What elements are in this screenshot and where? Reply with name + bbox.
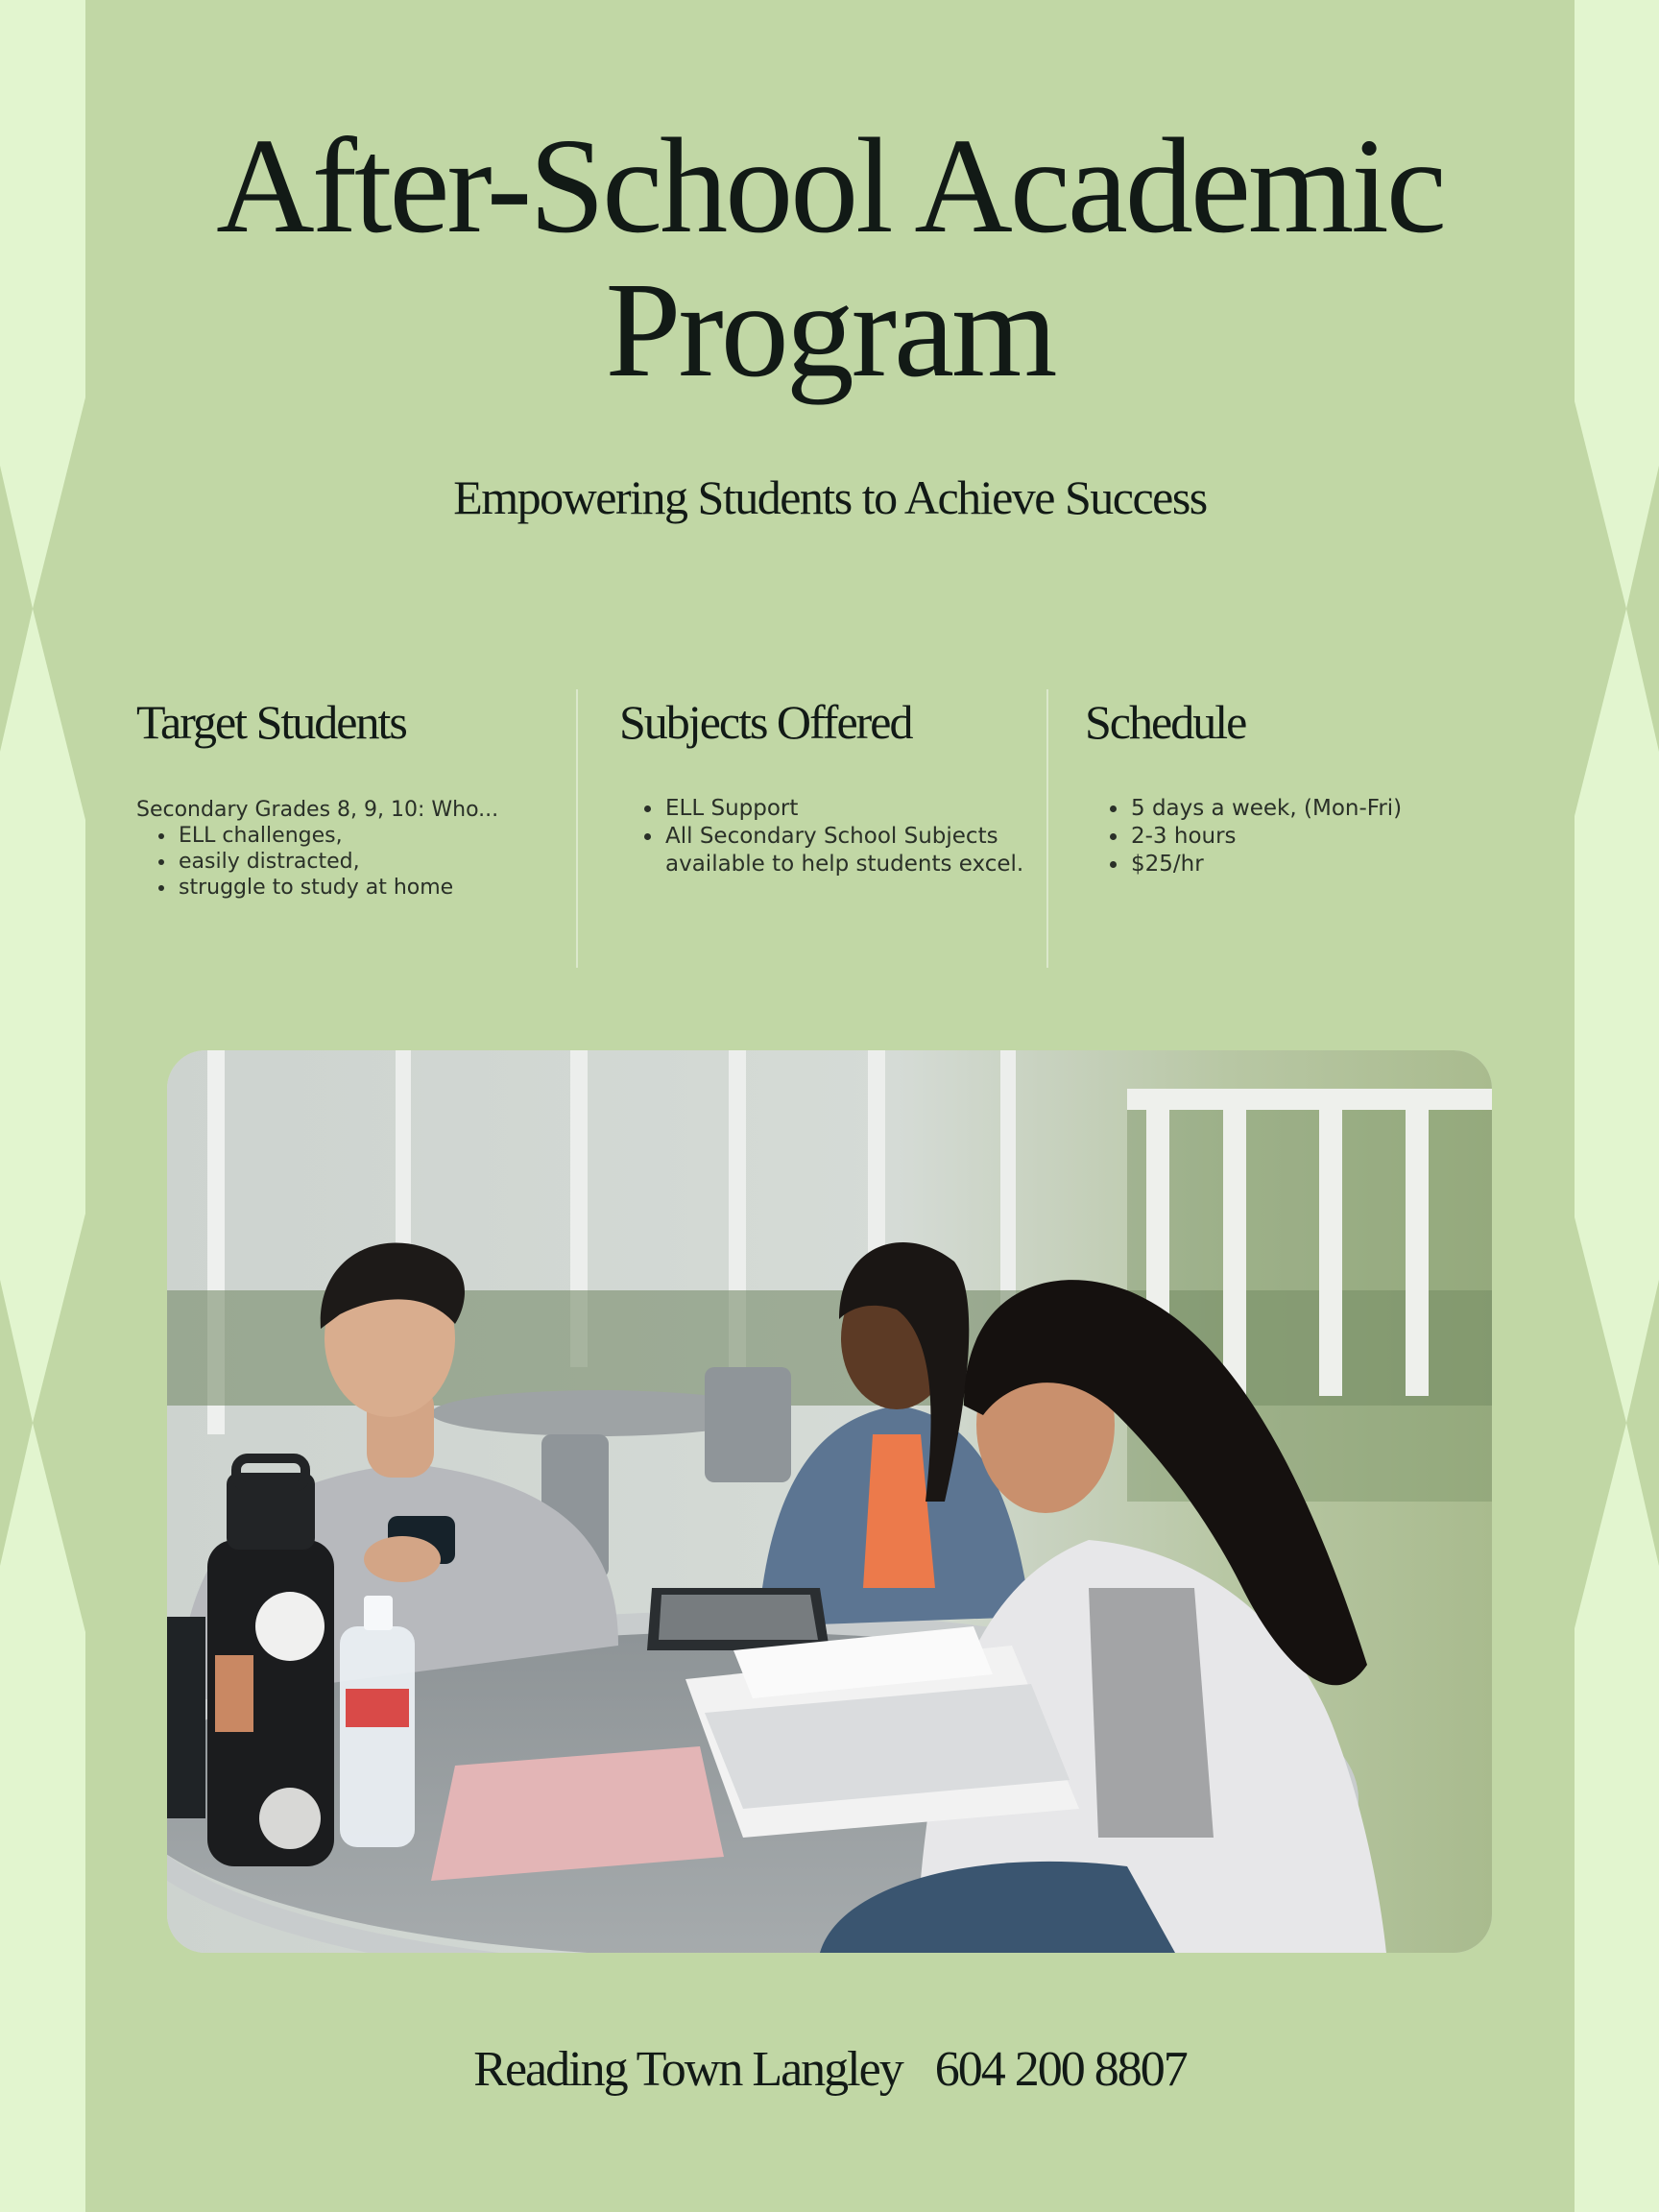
right-diamond-pattern xyxy=(1573,0,1659,2212)
list-item: • ELL challenges, xyxy=(177,823,540,849)
list-item: • ELL Support xyxy=(663,795,1042,823)
list-item: • struggle to study at home xyxy=(177,875,540,901)
column-divider xyxy=(1046,689,1048,968)
subjects-offered-section xyxy=(619,691,1042,878)
schedule-heading: Schedule xyxy=(1085,695,1246,749)
schedule-section xyxy=(1085,691,1507,878)
page-title xyxy=(85,109,1575,405)
target-students-heading: Target Students xyxy=(136,695,406,749)
target-students-list xyxy=(136,823,540,901)
list-item: • 5 days a week, (Mon-Fri) xyxy=(1129,795,1507,823)
target-students-intro: Secondary Grades 8, 9, 10: Who... xyxy=(136,798,499,822)
schedule-list xyxy=(1085,795,1507,878)
title-line-2: Program xyxy=(605,253,1055,405)
list-item: • 2-3 hours xyxy=(1129,823,1507,851)
column-divider xyxy=(576,689,578,968)
left-diamond-pattern xyxy=(0,0,86,2212)
list-item: • easily distracted, xyxy=(177,849,540,875)
subjects-offered-body xyxy=(619,795,1042,878)
students-studying-illustration xyxy=(167,1050,1492,1953)
title-line-1: After-School Academic xyxy=(216,109,1444,261)
students-studying-photo xyxy=(167,1050,1492,1953)
schedule-body xyxy=(1085,795,1507,878)
list-item: • All Secondary School Subjects available to help students excel. xyxy=(663,823,1042,878)
target-students-body xyxy=(136,797,540,901)
business-name: Reading Town Langley xyxy=(473,2042,902,2097)
page-subtitle: Empowering Students to Achieve Success xyxy=(453,470,1207,524)
subjects-offered-heading: Subjects Offered xyxy=(619,695,912,749)
list-item: • $25/hr xyxy=(1129,851,1507,878)
subjects-offered-list xyxy=(619,795,1042,878)
phone-number: 604 200 8807 xyxy=(934,2042,1187,2097)
target-students-section xyxy=(136,691,540,901)
contact-footer xyxy=(85,2039,1575,2101)
flyer-panel xyxy=(85,0,1575,2212)
